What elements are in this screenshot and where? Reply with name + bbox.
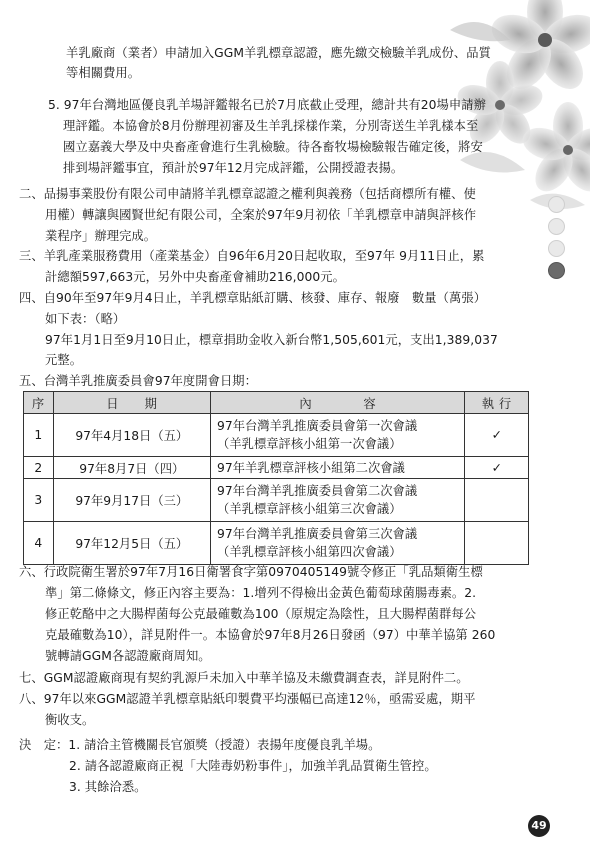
row-seq: 3 — [24, 479, 54, 522]
row-content — [211, 457, 465, 479]
text-line: 準」第二條條文，修正內容主要為：1.增列不得檢出金黃色葡萄球菌腸毒素。2. — [45, 586, 477, 600]
header-date: 日 期 — [53, 392, 211, 414]
row-content-line: （羊乳標章評核小組第四次會議） — [217, 545, 402, 559]
side-dot-active — [548, 262, 565, 279]
exec-cell — [465, 522, 529, 565]
text-line: 七、GGM認證廠商現有契約乳源戶未加入中華羊協及未繳費調查表，詳見附件二。 — [19, 671, 469, 685]
row-seq: 1 — [24, 414, 54, 457]
table-row — [24, 522, 529, 565]
text-line: 號轉請GGM各認證廠商周知。 — [45, 649, 211, 663]
row-seq: 2 — [24, 457, 54, 479]
text-line: 計總額597,663元，另外中央畜產會補助216,000元。 — [45, 270, 345, 284]
header-content: 內 容 — [211, 392, 465, 414]
check-mark: ✓ — [465, 414, 529, 457]
text-line: 國立嘉義大學及中央畜產會進行生乳檢驗。待各畜牧場檢驗報告確定後，將安 — [63, 140, 483, 154]
row-date: 97年9月17日（三） — [53, 479, 211, 522]
text-line: 八、97年以來GGM認證羊乳標章貼紙印製費平均漲幅已高達12％，亟需妥處，期平 — [19, 692, 476, 706]
row-seq: 4 — [24, 522, 54, 565]
row-content-line: （羊乳標章評核小組第三次會議） — [217, 502, 402, 516]
text-line: 修正乾酪中之大腸桿菌每公克最確數為100（原規定為陰性，且大腸桿菌群每公 — [45, 607, 477, 621]
table-row — [24, 414, 529, 457]
row-content-line: 97年台灣羊乳推廣委員會第一次會議 — [217, 419, 418, 433]
row-content-line: 97年台灣羊乳推廣委員會第二次會議 — [217, 484, 418, 498]
header-exec: 執 行 — [465, 392, 529, 414]
text-line: 克最確數為10），詳見附件一。本協會於97年8月26日發函（97）中華羊協第 260 — [45, 628, 496, 642]
decision-line: 2. 請各認證廠商正視「大陸毒奶粉事件」，加強羊乳品質衛生管控。 — [69, 759, 437, 773]
text-line: 如下表：（略） — [45, 312, 126, 326]
page-number: 49 — [528, 815, 550, 837]
text-line: 等相關費用。 — [66, 66, 141, 80]
text-line: 六、行政院衛生署於97年7月16日衛署食字第0970405149號令修正「乳品類衛生標 — [19, 565, 483, 579]
header-seq: 序 — [24, 392, 54, 414]
decision-line: 3. 其餘洽悉。 — [69, 780, 147, 794]
row-content-line: （羊乳標章評核小組第一次會議） — [217, 437, 402, 451]
side-dot-2 — [548, 218, 565, 235]
side-dot-3 — [548, 240, 565, 257]
row-content — [211, 522, 465, 565]
text-line: 衡收支。 — [45, 713, 95, 727]
text-line: 排到場評鑑事宜，預計於97年12月完成評鑑，公開授證表揚。 — [63, 161, 404, 175]
table-row — [24, 479, 529, 522]
text-line: 97年1月1日至9月10日止，標章捐助金收入新台幣1,505,601元，支出1,389,037 — [45, 333, 498, 347]
text-line: 5. 97年台灣地區優良乳羊場評鑑報名已於7月底截止受理，總計共有20場申請辦 — [48, 98, 486, 112]
text-line: 羊乳廠商（業者）申請加入GGM羊乳標章認證，應先繳交檢驗羊乳成份、品質 — [66, 46, 491, 60]
meeting-schedule-table — [23, 391, 529, 565]
row-date: 97年4月18日（五） — [53, 414, 211, 457]
text-line: 三、羊乳產業服務費用（產業基金）自96年6月20日起收取，至97年 9月11日止，累 — [19, 249, 485, 263]
exec-cell — [465, 479, 529, 522]
text-line: 元整。 — [45, 353, 83, 367]
section-heading: 五、台灣羊乳推廣委員會97年度開會日期： — [19, 374, 257, 388]
row-date: 97年8月7日（四） — [53, 457, 211, 479]
decision-line: 決 定：1. 請洽主管機關長官頒獎（授證）表揚年度優良乳羊場。 — [19, 738, 381, 752]
side-dot-1 — [548, 196, 565, 213]
text-line: 業程序」辦理完成。 — [45, 229, 157, 243]
text-line: 二、品揚事業股份有限公司申請將羊乳標章認證之權利與義務（包括商標所有權、使 — [19, 187, 476, 201]
check-mark: ✓ — [465, 457, 529, 479]
row-content — [211, 414, 465, 457]
row-date: 97年12月5日（五） — [53, 522, 211, 565]
table-row — [24, 457, 529, 479]
text-line: 用權）轉讓與國賢世紀有限公司，全案於97年9月初依「羊乳標章申請與評核作 — [45, 208, 477, 222]
text-line: 四、自90年至97年9月4日止，羊乳標章貼紙訂購、核發、庫存、報廢 數量（萬張） — [19, 291, 487, 305]
row-content-line: 97年羊乳標章評核小組第二次會議 — [217, 460, 405, 475]
text-line: 理評鑑。本協會於8月份辦理初審及生羊乳採樣作業，分別寄送生羊乳樣本至 — [63, 119, 479, 133]
row-content-line: 97年台灣羊乳推廣委員會第三次會議 — [217, 527, 418, 541]
table-header-row — [24, 392, 529, 414]
row-content — [211, 479, 465, 522]
